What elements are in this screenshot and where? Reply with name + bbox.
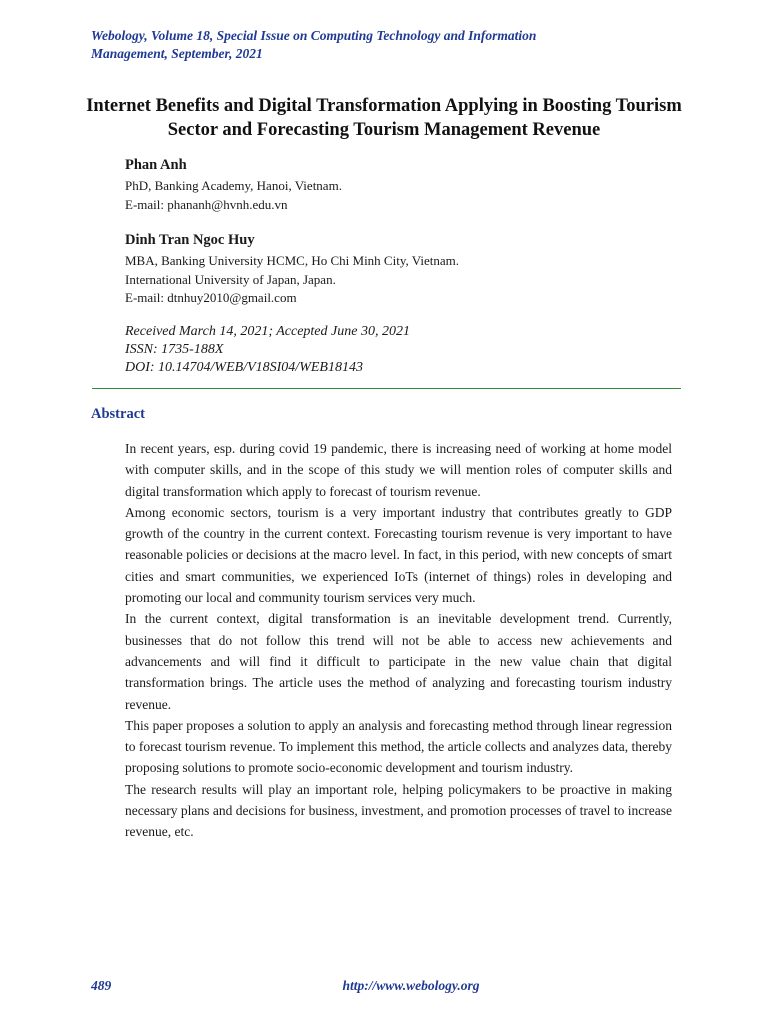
abstract-paragraph: Among economic sectors, tourism is a very important industry that contributes greatly to GDP growth of the country in the current context. Forecasting tourism revenue is very important to have reasonable policies or decisions at the macro level. In fact, in this period, with new concepts of smart cities and smart communities, we experienced IoTs (internet of things) roles in developing and promoting our local and community tourism services very much.: [125, 504, 672, 606]
paper-title: Internet Benefits and Digital Transformation Applying in Boosting Tourism Sector and Forecasting Tourism Management Revenue: [86, 96, 682, 140]
author-affiliation: MBA, Banking University HCMC, Ho Chi Minh City, Vietnam.: [125, 253, 459, 268]
author-email: E-mail: dtnhuy2010@gmail.com: [125, 290, 297, 305]
author-affiliation: International University of Japan, Japan.: [125, 271, 336, 287]
author-name: Dinh Tran Ngoc Huy: [125, 232, 255, 248]
journal-website-link[interactable]: http://www.webology.org: [342, 978, 480, 993]
author-block: [125, 230, 685, 308]
author-affiliation: PhD, Banking Academy, Hanoi, Vietnam.: [125, 178, 342, 193]
journal-header: [91, 27, 651, 63]
issn: ISSN: 1735-188X: [125, 342, 224, 357]
journal-header-line-2: Management, September, 2021: [91, 46, 263, 61]
abstract-body: [125, 438, 672, 843]
author-name: Phan Anh: [125, 157, 187, 173]
abstract-paragraph: The research results will play an important role, helping policymakers to be proactive in making necessary plans and decisions for business, investment, and promotion processes of travel to increase revenue, etc.: [125, 781, 672, 840]
page-number: 489: [91, 978, 112, 993]
author-email: E-mail: phananh@hvnh.edu.vn: [125, 196, 288, 212]
doi: DOI: 10.14704/WEB/V18SI04/WEB18143: [125, 360, 363, 375]
section-divider: [92, 388, 681, 389]
journal-header-line-1: Webology, Volume 18, Special Issue on Computing Technology and Information: [91, 28, 537, 43]
abstract-heading: Abstract: [91, 406, 145, 422]
publication-info: [125, 323, 685, 377]
abstract-paragraph: In the current context, digital transformation is an inevitable development trend. Currently, businesses that do not follow this trend will not be able to access new achievements and advancements and will find it difficult to participate in the new value chain that digital transformation brings. The article uses the method of analyzing and forecasting tourism industry revenue.: [125, 611, 672, 712]
abstract-paragraph: In recent years, esp. during covid 19 pandemic, there is increasing need of working at home model with computer skills, and in the scope of this study we will mention roles of computer skills and digital transformation which apply to forecast of tourism revenue.: [125, 441, 672, 499]
received-accepted-dates: Received March 14, 2021; Accepted June 30, 2021: [125, 324, 410, 339]
author-block: [125, 155, 685, 214]
abstract-paragraph: This paper proposes a solution to apply an analysis and forecasting method through linear regression to forecast tourism revenue. To implement this method, the article collects and analyzes data, thereby proposing solutions to promote socio-economic development and tourism industry.: [125, 717, 672, 776]
